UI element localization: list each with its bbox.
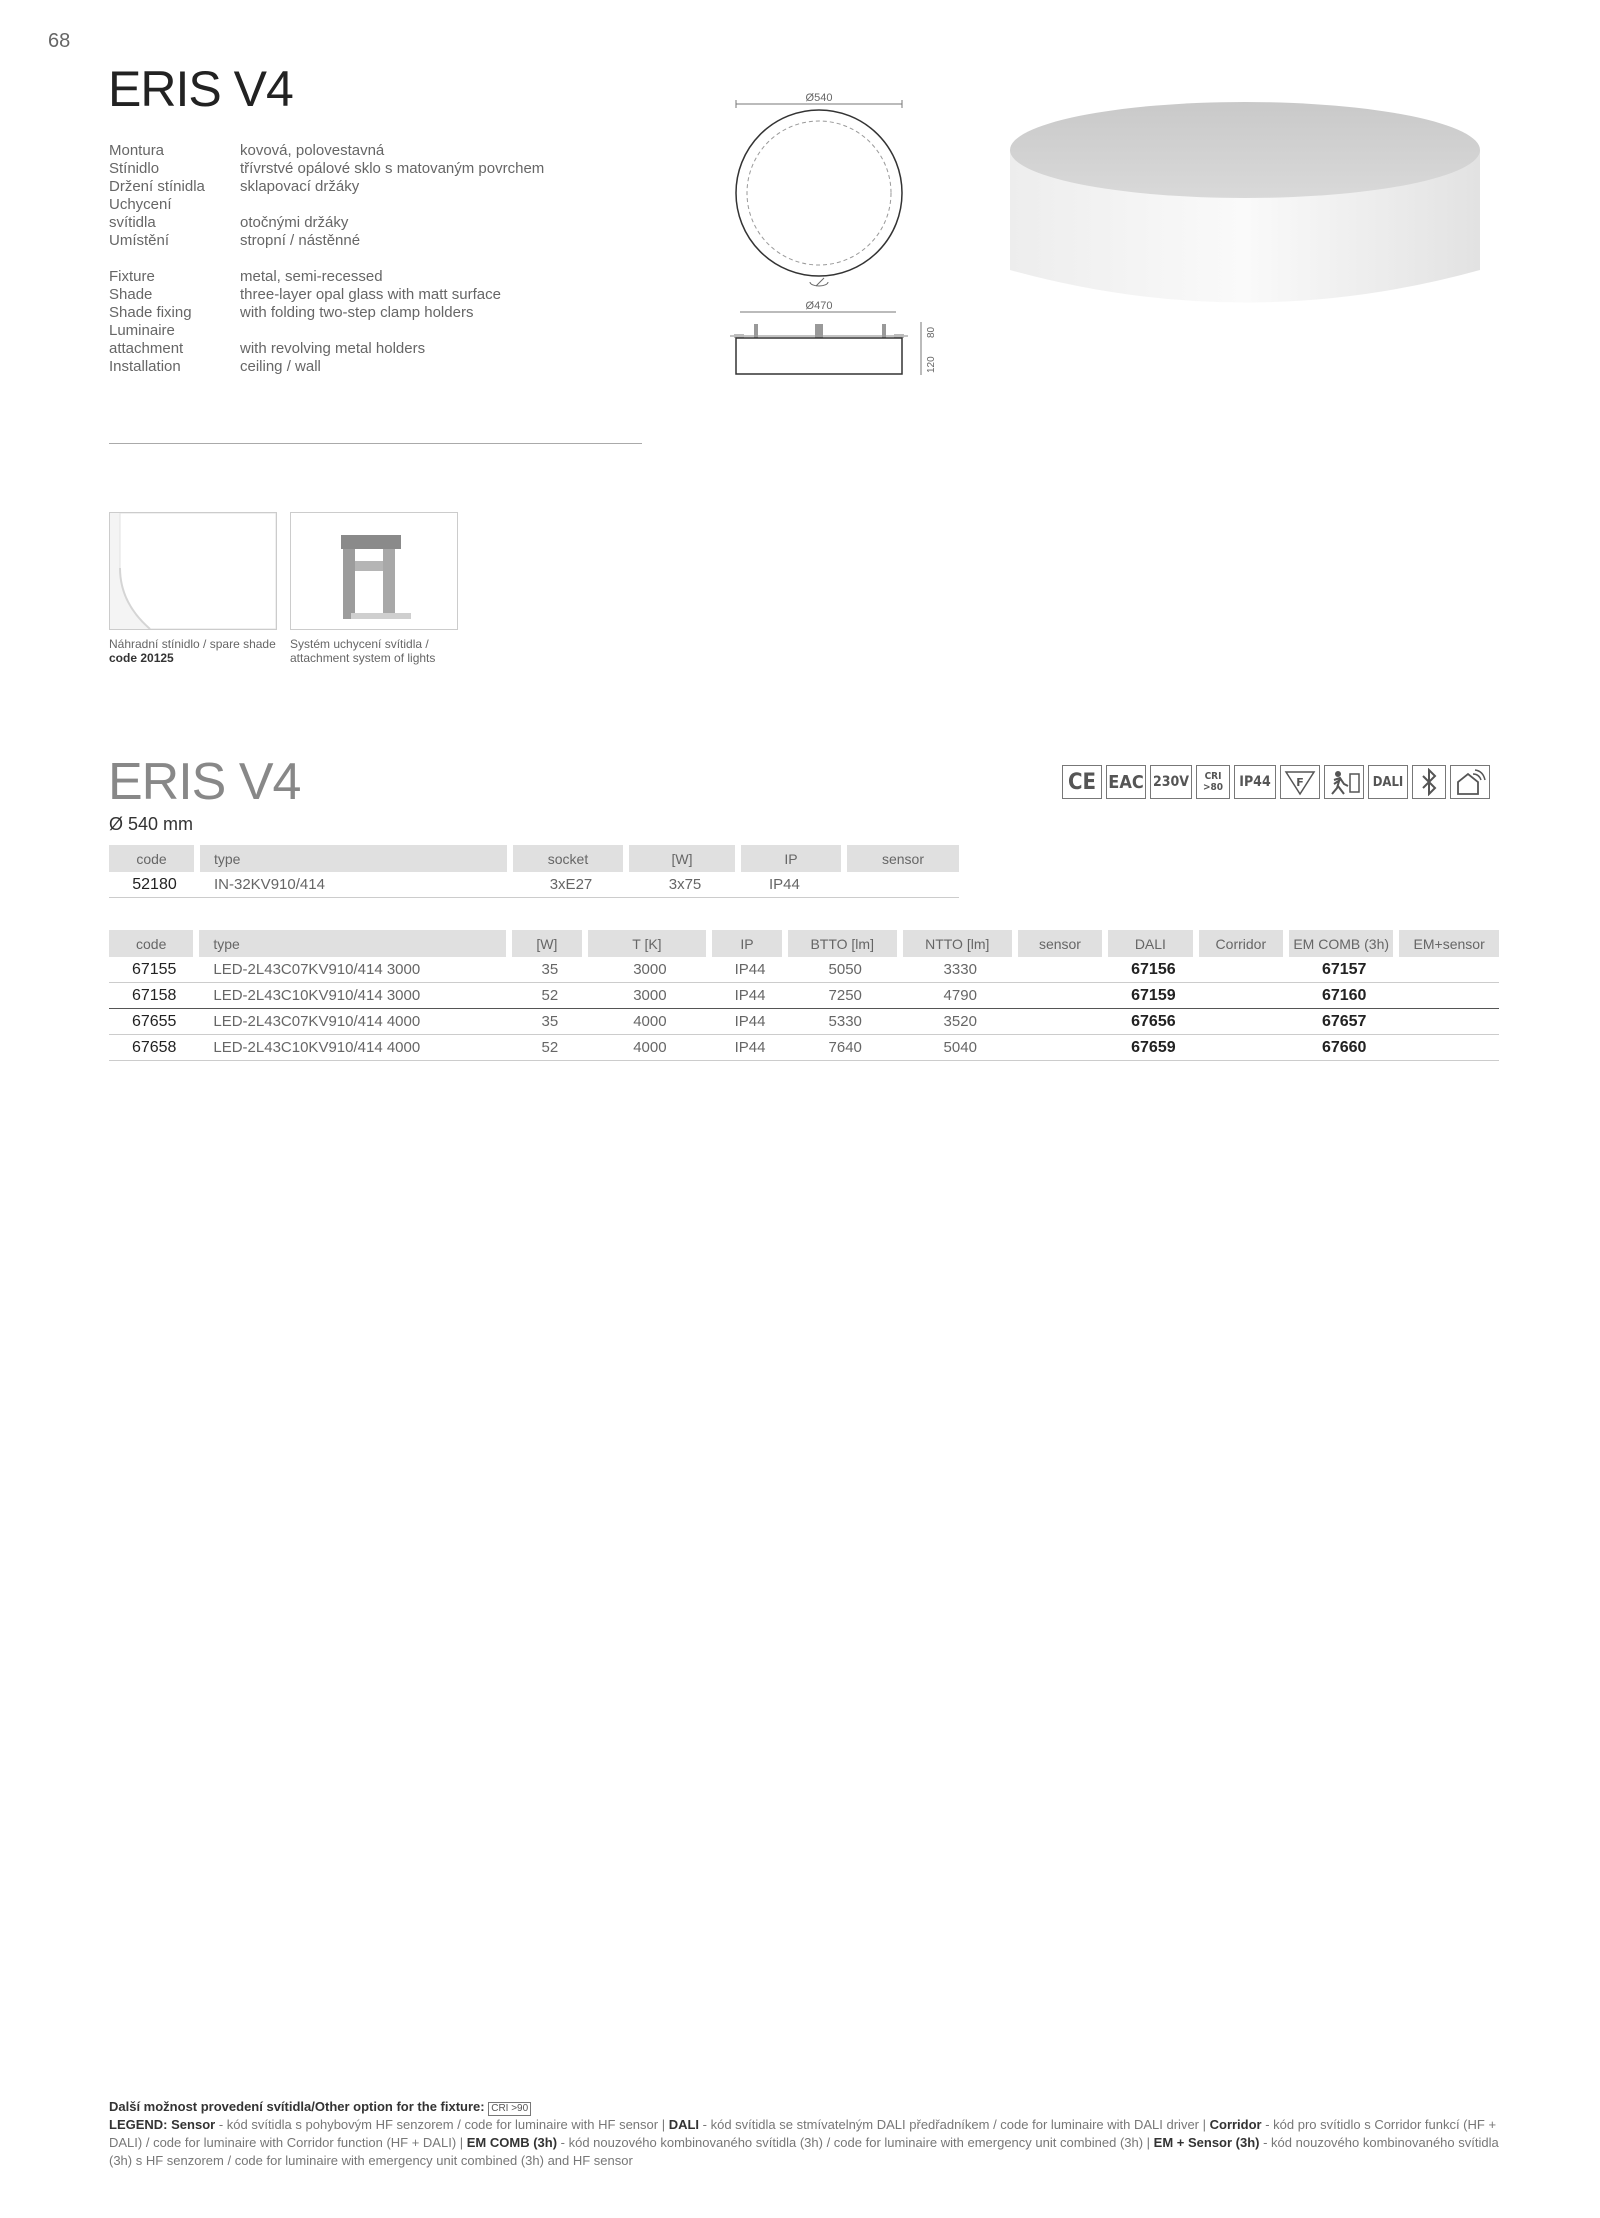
other-option-label: Další možnost provedení svítidla/Other option for the fixture: [109, 2099, 485, 2114]
cell-sensor [847, 872, 959, 898]
dali-icon: DALI [1368, 765, 1408, 799]
cell-em-comb: 67657 [1289, 1009, 1399, 1035]
ip44-icon: IP44 [1234, 765, 1276, 799]
cell-ip: IP44 [712, 983, 787, 1009]
col-dali: DALI [1108, 930, 1198, 957]
bluetooth-icon [1412, 765, 1446, 799]
cell-temperature: 4000 [588, 1009, 713, 1035]
spec-value: with folding two-step clamp holders [240, 304, 474, 321]
spec-row [109, 358, 501, 376]
spec-value: three-layer opal glass with matt surface [240, 286, 501, 303]
spare-shade-image [109, 512, 277, 630]
cell-ntto: 4790 [903, 983, 1018, 1009]
legend-emcomb-label: EM COMB (3h) [466, 2135, 558, 2150]
cell-dali: 67156 [1108, 957, 1198, 983]
socket-table-header [109, 845, 959, 872]
cell-code: 52180 [109, 872, 200, 898]
cell-em-sensor [1399, 957, 1499, 983]
cell-em-sensor [1399, 1009, 1499, 1035]
attachment-caption [290, 637, 435, 665]
spec-row [109, 286, 501, 304]
spec-value: třívrstvé opálové sklo s matovaným povrchem [240, 160, 545, 177]
emergency-runner-icon [1326, 768, 1362, 796]
cell-sensor [1018, 983, 1108, 1009]
cell-ip: IP44 [712, 1035, 787, 1061]
cell-watt: 3x75 [629, 872, 741, 898]
led-variants-table [109, 930, 1499, 1061]
cell-btto: 5330 [788, 1009, 903, 1035]
cell-code: 67155 [109, 957, 199, 983]
spec-list-cz [109, 142, 544, 250]
spec-list-en [109, 268, 501, 376]
spec-row [109, 304, 501, 322]
diameter-label: Ø 540 mm [109, 814, 194, 834]
cell-dali: 67659 [1108, 1035, 1198, 1061]
footer-legend-text [109, 2116, 1499, 2170]
cell-ip: IP44 [712, 1009, 787, 1035]
spare-shade-caption-text: Náhradní stínidlo / spare shade [109, 637, 276, 651]
bluetooth-symbol-icon [1417, 768, 1441, 796]
spare-shade-caption [109, 637, 276, 665]
cell-type: LED-2L43C10KV910/414 3000 [199, 983, 512, 1009]
spec-value: sklapovací držáky [240, 178, 360, 195]
col-em-sensor: EM+sensor [1399, 930, 1499, 957]
col-temperature: T [K] [588, 930, 713, 957]
outer-circle [736, 110, 902, 276]
cell-type: IN-32KV910/414 [200, 872, 513, 898]
cell-ip: IP44 [741, 872, 847, 898]
spec-key: svítidla [109, 214, 156, 231]
spec-value: kovová, polovestavná [240, 142, 385, 159]
cell-btto: 5050 [788, 957, 903, 983]
col-em-comb: EM COMB (3h) [1289, 930, 1399, 957]
cell-type: LED-2L43C07KV910/414 3000 [199, 957, 512, 983]
rotate-arrow [816, 278, 824, 286]
spec-row [109, 340, 501, 358]
ce-mark-icon: CE [1062, 765, 1102, 799]
spec-row [109, 196, 544, 214]
voltage-230v-icon: 230V [1150, 765, 1192, 799]
cell-em-comb: 67157 [1289, 957, 1399, 983]
cell-sensor [1018, 1035, 1108, 1061]
spec-value: otočnými držáky [240, 214, 349, 231]
spec-key: attachment [109, 340, 184, 357]
col-watt: [W] [629, 845, 741, 872]
spec-value: stropní / nástěnné [240, 232, 361, 249]
legend-dali-text: - kód svítidla se stmívatelným DALI předřadníkem / code for luminaire with DALI driver | [699, 2117, 1210, 2132]
cell-em-comb: 67660 [1289, 1035, 1399, 1061]
cell-watt: 35 [512, 1009, 587, 1035]
spec-key: Fixture [109, 268, 155, 285]
legend-sensor-label: Sensor [171, 2117, 216, 2132]
spec-key: Montura [109, 142, 165, 159]
spec-key: Luminaire [109, 322, 175, 339]
spec-row [109, 232, 544, 250]
spec-key: Stínidlo [109, 160, 160, 177]
cell-corridor [1199, 957, 1290, 983]
attachment-caption-line1: Systém uchycení svítidla / [290, 637, 429, 651]
col-sensor: sensor [1018, 930, 1108, 957]
cell-em-sensor [1399, 983, 1499, 1009]
eac-mark-icon: EAC [1106, 765, 1146, 799]
spec-value: ceiling / wall [240, 358, 321, 375]
cell-ip: IP44 [712, 957, 787, 983]
cell-btto: 7640 [788, 1035, 903, 1061]
dim-80-label: 80 [926, 326, 937, 338]
footer-other-option [109, 2098, 1499, 2116]
attachment-caption-line2: attachment system of lights [290, 651, 436, 665]
spec-row [109, 268, 501, 286]
holder-right [882, 324, 886, 338]
cell-btto: 7250 [788, 983, 903, 1009]
legend-label: LEGEND: [109, 2117, 168, 2132]
cell-watt: 52 [512, 983, 587, 1009]
spec-key: Shade fixing [109, 304, 192, 321]
spec-value: with revolving metal holders [240, 340, 426, 357]
footer-legend [109, 2098, 1499, 2170]
technical-drawing [720, 90, 940, 390]
col-code: code [109, 845, 200, 872]
legend-emsensor-label: EM + Sensor (3h) [1153, 2135, 1260, 2150]
dim-inner-label: Ø470 [805, 300, 833, 312]
socket-variants-table [109, 845, 959, 898]
legend-emsensor-text: - kód nouzového kombinovaného svítidla (3h) s HF senzorem / code for luminaire with emergency unit combined (3h) and HF sensor [109, 2135, 1499, 2168]
legend-corridor-label: Corridor [1209, 2117, 1262, 2132]
legend-emcomb-text: - kód nouzového kombinovaného svítidla (3h) / code for luminaire with emergency unit combined (3h) | [557, 2135, 1154, 2150]
cri-80-icon: CRI >80 [1196, 765, 1230, 799]
col-watt: [W] [512, 930, 587, 957]
table-row [109, 983, 1499, 1009]
cri-90-icon: CRI >90 [488, 2102, 531, 2116]
cell-dali: 67656 [1108, 1009, 1198, 1035]
spec-row [109, 322, 501, 340]
col-ip: IP [712, 930, 787, 957]
product-title: ERIS V4 [108, 61, 293, 117]
spec-row [109, 178, 544, 196]
cell-temperature: 3000 [588, 983, 713, 1009]
cell-watt: 52 [512, 1035, 587, 1061]
spare-shade-illustration [110, 513, 276, 629]
col-ntto: NTTO [lm] [903, 930, 1018, 957]
holder-left [754, 324, 758, 338]
lamp-top [1010, 102, 1480, 198]
col-code: code [109, 930, 199, 957]
section-title: ERIS V4 [108, 753, 301, 811]
table-row [109, 957, 1499, 983]
spec-value: metal, semi-recessed [240, 268, 383, 285]
inner-circle [747, 121, 891, 265]
table-row [109, 1035, 1499, 1061]
dim-120-label: 120 [926, 356, 937, 373]
spec-key: Shade [109, 286, 153, 303]
spec-row [109, 214, 544, 232]
legend-sensor-text: - kód svítidla s pohybovým HF senzorem / code for luminaire with HF sensor | [215, 2117, 669, 2132]
cell-em-sensor [1399, 1035, 1499, 1061]
cell-type: LED-2L43C10KV910/414 4000 [199, 1035, 512, 1061]
cell-type: LED-2L43C07KV910/414 4000 [199, 1009, 512, 1035]
attachment-system-image [290, 512, 458, 630]
holder-center [815, 324, 823, 338]
spec-key: Installation [109, 358, 181, 375]
col-sensor: sensor [847, 845, 959, 872]
cell-temperature: 3000 [588, 957, 713, 983]
attachment-illustration [291, 513, 457, 629]
f-mark-triangle-icon [1283, 768, 1317, 796]
product-photo [1000, 95, 1490, 335]
cell-watt: 35 [512, 957, 587, 983]
cell-dali: 67159 [1108, 983, 1198, 1009]
certification-icons [1062, 765, 1490, 799]
col-type: type [199, 930, 512, 957]
cell-socket: 3xE27 [513, 872, 629, 898]
cell-temperature: 4000 [588, 1035, 713, 1061]
cell-em-comb: 67160 [1289, 983, 1399, 1009]
smart-home-icon [1450, 765, 1490, 799]
legend-corridor-text: - kód pro svítidlo s Corridor funkcí (HF + DALI) / code for luminaire with Corridor function (HF + DALI) | [109, 2117, 1497, 2150]
col-btto: BTTO [lm] [788, 930, 903, 957]
body-side [736, 338, 902, 374]
table-row [109, 1009, 1499, 1035]
spec-key: Uchycení [109, 196, 172, 213]
spec-key: Umístění [109, 232, 170, 249]
col-ip: IP [741, 845, 847, 872]
spec-key: Držení stínidla [109, 178, 205, 195]
cell-code: 67655 [109, 1009, 199, 1035]
spec-row [109, 160, 544, 178]
col-type: type [200, 845, 513, 872]
table-row [109, 872, 959, 898]
spec-row [109, 142, 544, 160]
cell-corridor [1199, 983, 1290, 1009]
cell-code: 67158 [109, 983, 199, 1009]
led-table-header [109, 930, 1499, 957]
page-number: 68 [48, 30, 71, 52]
col-socket: socket [513, 845, 629, 872]
cell-code: 67658 [109, 1035, 199, 1061]
section-divider [109, 443, 642, 444]
cell-ntto: 3330 [903, 957, 1018, 983]
dim-outer-label: Ø540 [805, 92, 833, 104]
cell-corridor [1199, 1035, 1290, 1061]
legend-dali-label: DALI [668, 2117, 700, 2132]
cell-corridor [1199, 1009, 1290, 1035]
cell-sensor [1018, 1009, 1108, 1035]
smart-home-symbol-icon [1453, 768, 1487, 796]
cell-sensor [1018, 957, 1108, 983]
f-mark-icon [1280, 765, 1320, 799]
emergency-exit-icon [1324, 765, 1364, 799]
col-corridor: Corridor [1199, 930, 1290, 957]
spare-shade-code: code 20125 [109, 651, 174, 665]
f-mark-letter: F [1296, 776, 1304, 789]
cell-ntto: 5040 [903, 1035, 1018, 1061]
cell-ntto: 3520 [903, 1009, 1018, 1035]
